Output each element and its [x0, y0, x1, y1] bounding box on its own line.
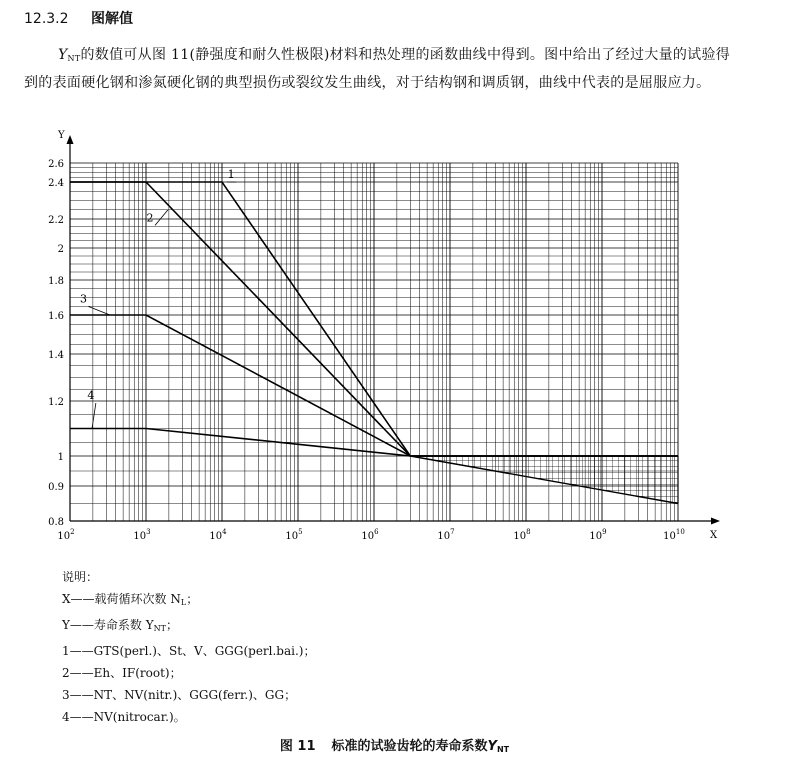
y-tick-label: 1.6 — [48, 311, 64, 322]
x-tick-label: $10^7$ — [437, 528, 455, 542]
y-tick-label: 2.2 — [48, 215, 64, 226]
x-tick-label: $10^6$ — [361, 528, 379, 542]
y-tick-label: 1 — [57, 452, 64, 463]
x-tick-label: $10^{10}$ — [663, 528, 685, 542]
legend-sub: NT — [153, 624, 167, 633]
legend-end: ； — [166, 618, 179, 632]
curve-label-leader — [92, 403, 96, 429]
y-tick-label: 1.8 — [48, 276, 64, 287]
x-axis-label: X — [710, 530, 718, 541]
curve-label: 1 — [227, 168, 235, 182]
x-tick-label: $10^4$ — [209, 528, 227, 542]
y-tick-label: 2 — [57, 244, 64, 255]
curve-label: 3 — [80, 292, 88, 306]
x-axis-arrow — [711, 518, 720, 525]
section-number: 12.3.2 — [24, 11, 69, 27]
legend-row — [62, 640, 315, 662]
y-tick-label: 2.6 — [48, 159, 64, 170]
x-tick-label: $10^5$ — [285, 528, 303, 542]
legend-row — [62, 706, 315, 728]
legend-key: 1—— — [62, 644, 94, 658]
curve-label-leader — [89, 307, 110, 316]
life-factor-chart — [0, 118, 789, 558]
intro-paragraph — [24, 43, 744, 95]
legend-text: NT、NV(nitr.)、GGG(ferr.)、GG； — [93, 688, 297, 702]
legend-text: 载荷循环次数 N — [94, 592, 181, 606]
legend-key: 2—— — [62, 666, 94, 680]
legend-key: Y—— — [62, 618, 94, 632]
y-axis-arrow — [67, 135, 74, 144]
legend-key: 3—— — [62, 688, 94, 702]
y-tick-label: 1.2 — [48, 397, 64, 408]
y-tick-label: 0.9 — [48, 482, 64, 493]
y-tick-label: 2.4 — [48, 178, 64, 189]
legend-key: 4—— — [62, 710, 94, 724]
figure-number: 图 11 — [279, 739, 316, 754]
legend — [62, 566, 315, 728]
legend-text: 寿命系数 Y — [93, 618, 154, 632]
x-tick-label: $10^3$ — [133, 528, 151, 542]
y-axis-label: Y — [58, 130, 65, 141]
paragraph-symbol: Y — [58, 47, 68, 63]
curve-label-leader — [155, 210, 168, 226]
x-tick-label: $10^9$ — [589, 528, 607, 542]
legend-row — [62, 662, 315, 684]
legend-end: ； — [186, 592, 199, 606]
legend-sub: L — [180, 598, 187, 607]
y-tick-label: 0.8 — [48, 517, 64, 528]
figure-caption-text: 标准的试验齿轮的寿命系数 — [331, 739, 488, 754]
legend-title: 说明： — [62, 570, 99, 584]
figure-caption — [0, 735, 789, 754]
paragraph-symbol-sub: NT — [67, 54, 81, 63]
legend-row — [62, 614, 315, 640]
legend-row — [62, 684, 315, 706]
x-tick-label: $10^8$ — [513, 528, 531, 542]
legend-rows — [62, 588, 315, 728]
y-tick-label: 1.4 — [48, 350, 64, 361]
caption-symbol: Y — [487, 739, 497, 754]
section-title: 图解值 — [90, 11, 133, 27]
legend-row — [62, 588, 315, 614]
caption-symbol-sub: NT — [496, 745, 510, 754]
curve-label: 4 — [87, 389, 95, 402]
legend-text: NV(nitrocar.)。 — [93, 710, 186, 724]
legend-key: X—— — [62, 592, 95, 606]
legend-text: Eh、IF(root)； — [93, 666, 182, 680]
curve-label: 2 — [146, 211, 154, 225]
paragraph-text: 的数值可从图 11(静强度和耐久性极限)材料和热处理的函数曲线中得到。图中给出了经过大量的试验得到的表面硬化钢和渗氮硬化钢的典型损伤或裂纹发生曲线，对于结构钢和调质钢，曲线中代表的是屈服应力。 — [24, 47, 731, 91]
x-tick-label: $10^2$ — [57, 528, 75, 542]
legend-text: GTS(perl.)、St、V、GGG(perl.bai.)； — [93, 644, 316, 658]
section-heading — [24, 8, 133, 28]
